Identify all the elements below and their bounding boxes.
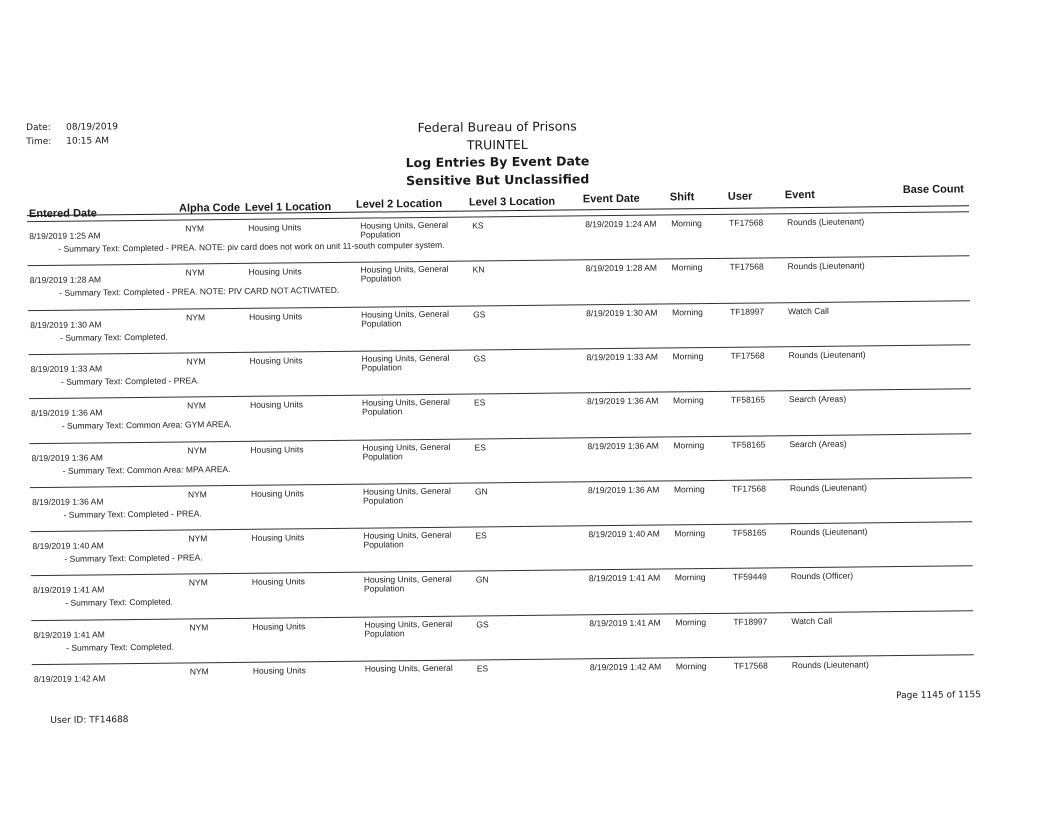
org-name: Federal Bureau of Prisons [417, 118, 577, 136]
summary-text: - Summary Text: Completed. [66, 641, 174, 653]
event-date-cell: 8/19/2019 1:33 AM [586, 351, 658, 363]
entered-date-cell: 8/19/2019 1:30 AM [30, 318, 102, 330]
shift-cell: Morning [674, 572, 706, 583]
summary-text: - Summary Text: Completed. [65, 597, 173, 609]
event-date-cell: 8/19/2019 1:42 AM [589, 661, 662, 673]
event-cell: Rounds (Lieutenant) [790, 526, 868, 538]
event-date-cell: 8/19/2019 1:40 AM [588, 528, 660, 540]
col-event: Event [784, 188, 815, 202]
entered-date-cell: 8/19/2019 1:40 AM [32, 540, 104, 552]
page-number: Page 1145 of 1155 [896, 690, 982, 702]
event-date-cell: 8/19/2019 1:28 AM [585, 262, 658, 274]
entered-date-cell: 8/19/2019 1:41 AM [32, 584, 105, 596]
level3-cell: KN [472, 264, 485, 275]
summary-text: - Summary Text: Completed - PREA. [64, 552, 203, 564]
level3-cell: ES [474, 441, 486, 452]
level1-cell: Housing Units [249, 355, 303, 366]
user-cell: TF17568 [731, 483, 767, 494]
entered-date-cell: 8/19/2019 1:41 AM [33, 629, 105, 640]
level3-cell: GN [474, 486, 488, 497]
entered-date-cell: 8/19/2019 1:36 AM [31, 496, 104, 507]
alpha-code-cell: NYM [186, 311, 206, 323]
summary-text: - Summary Text: Common Area: MPA AREA. [62, 463, 231, 476]
shift-cell: Morning [671, 262, 703, 273]
date-label: Date: [26, 122, 51, 134]
shift-cell: Morning [672, 306, 703, 317]
col-entered-date: Entered Date [28, 207, 97, 221]
level1-cell: Housing Units [248, 222, 302, 233]
event-date-cell: 8/19/2019 1:36 AM [586, 395, 659, 407]
event-cell: Rounds (Lieutenant) [788, 349, 866, 361]
table-row [3, 654, 1003, 708]
level1-cell: Housing Units [248, 266, 302, 278]
entered-date-cell: 8/19/2019 1:25 AM [29, 230, 101, 242]
level1-cell: Housing Units [250, 488, 304, 499]
shift-cell: Morning [672, 395, 704, 406]
shift-cell: Morning [674, 528, 706, 539]
user-cell: TF18997 [733, 616, 768, 627]
event-cell: Watch Call [788, 305, 829, 316]
level2-cell: Housing Units, General Population [363, 574, 452, 595]
time-label: Time: [26, 136, 52, 148]
col-alpha-code: Alpha Code [178, 201, 241, 215]
user-cell: TF59449 [732, 571, 767, 583]
user-cell: TF58165 [731, 438, 766, 450]
col-user: User [727, 190, 753, 203]
level1-cell: Housing Units [252, 665, 306, 676]
level3-cell: ES [475, 530, 487, 541]
entered-date-cell: 8/19/2019 1:36 AM [31, 407, 103, 419]
event-date-cell: 8/19/2019 1:36 AM [587, 440, 659, 451]
level1-cell: Housing Units [249, 310, 303, 322]
user-cell: TF18997 [730, 306, 765, 317]
user-cell: TF58165 [732, 527, 767, 538]
event-date-cell: 8/19/2019 1:41 AM [588, 572, 661, 584]
summary-text: - Summary Text: Completed - PREA. NOTE: PIV CARD NOT ACTIVATED. [59, 285, 340, 299]
time-value: 10:15 AM [66, 136, 110, 147]
user-id-value: TF14688 [89, 715, 129, 726]
event-cell: Rounds (Lieutenant) [789, 482, 868, 493]
shift-cell: Morning [675, 661, 707, 672]
level2-cell: Housing Units, General Population [361, 308, 450, 329]
alpha-code-cell: NYM [188, 533, 208, 544]
footer-user [50, 715, 128, 726]
event-date-cell: 8/19/2019 1:41 AM [589, 617, 661, 628]
level3-cell: GS [473, 353, 486, 364]
classification: Sensitive But Unclassified [406, 170, 590, 188]
user-cell: TF17568 [730, 350, 765, 361]
entered-date-cell: 8/19/2019 1:33 AM [30, 363, 103, 375]
col-level1: Level 1 Location [244, 200, 332, 214]
event-date-cell: 8/19/2019 1:24 AM [585, 218, 657, 230]
level2-cell: Housing Units, General [364, 662, 453, 674]
event-date-cell: 8/19/2019 1:36 AM [587, 484, 660, 496]
col-level2: Level 2 Location [355, 197, 443, 211]
level1-cell: Housing Units [250, 443, 304, 455]
level1-cell: Housing Units [251, 532, 305, 543]
col-shift: Shift [669, 191, 695, 204]
level3-cell: ES [476, 663, 489, 674]
alpha-code-cell: NYM [188, 577, 208, 588]
event-date-cell: 8/19/2019 1:30 AM [586, 307, 658, 318]
alpha-code-cell: NYM [189, 666, 209, 677]
event-cell: Rounds (Lieutenant) [787, 216, 865, 228]
report-time [26, 136, 109, 147]
level2-cell: Housing Units, General Population [363, 529, 452, 550]
level1-cell: Housing Units [252, 620, 306, 632]
summary-text: - Summary Text: Completed - PREA. NOTE: piv card does not work on unit 11-south computer system. [58, 239, 445, 254]
report-title-block [377, 117, 618, 190]
level2-cell: Housing Units, General Population [361, 352, 450, 373]
alpha-code-cell: NYM [186, 356, 206, 367]
alpha-code-cell: NYM [186, 400, 206, 411]
alpha-code-cell: NYM [187, 444, 207, 455]
col-event-date: Event Date [582, 192, 640, 206]
shift-cell: Morning [673, 439, 705, 450]
user-cell: TF17568 [729, 261, 764, 273]
event-cell: Search (Areas) [788, 393, 847, 405]
user-id-label: User ID: [50, 715, 87, 726]
level2-cell: Housing Units, General Population [361, 396, 450, 417]
col-base-count: Base Count [902, 183, 965, 196]
shift-cell: Morning [672, 350, 704, 362]
entered-date-cell: 8/19/2019 1:36 AM [31, 451, 104, 463]
date-value: 08/19/2019 [66, 122, 119, 133]
event-cell: Rounds (Officer) [790, 570, 854, 582]
alpha-code-cell: NYM [187, 489, 207, 500]
level3-cell: GS [476, 619, 489, 630]
report-date [26, 122, 118, 133]
summary-text: - Summary Text: Completed. [60, 331, 168, 343]
level2-cell: Housing Units, General Population [362, 485, 451, 506]
summary-text: - Summary Text: Common Area: GYM AREA. [61, 419, 232, 431]
event-cell: Rounds (Lieutenant) [791, 659, 869, 671]
level2-cell: Housing Units, General Population [360, 219, 449, 240]
entered-date-cell: 8/19/2019 1:42 AM [33, 673, 106, 685]
alpha-code-cell: NYM [185, 267, 205, 278]
user-cell: TF17568 [729, 217, 764, 228]
level3-cell: GN [475, 574, 489, 585]
level2-cell: Housing Units, General Population [362, 441, 451, 462]
col-level3: Level 3 Location [468, 195, 556, 209]
entered-date-cell: 8/19/2019 1:28 AM [29, 274, 102, 286]
level2-cell: Housing Units, General Population [364, 618, 453, 639]
event-cell: Watch Call [791, 615, 833, 626]
event-cell: Search (Areas) [789, 438, 847, 449]
level2-cell: Housing Units, General Population [360, 264, 449, 284]
level1-cell: Housing Units [249, 399, 304, 411]
shift-cell: Morning [675, 616, 707, 628]
event-cell: Rounds (Lieutenant) [787, 260, 865, 272]
user-cell: TF17568 [733, 660, 768, 671]
shift-cell: Morning [671, 218, 702, 229]
alpha-code-cell: NYM [189, 621, 209, 633]
system-name: TRUINTEL [466, 136, 528, 153]
summary-text: - Summary Text: Completed - PREA. [63, 508, 202, 520]
alpha-code-cell: NYM [185, 223, 205, 234]
level3-cell: KS [472, 220, 484, 231]
level1-cell: Housing Units [251, 576, 305, 588]
level3-cell: ES [473, 397, 486, 408]
shift-cell: Morning [673, 483, 705, 495]
level3-cell: GS [473, 308, 486, 320]
user-cell: TF58165 [730, 394, 766, 405]
report-title: Log Entries By Event Date [405, 153, 590, 171]
summary-text: - Summary Text: Completed - PREA. [60, 375, 200, 387]
